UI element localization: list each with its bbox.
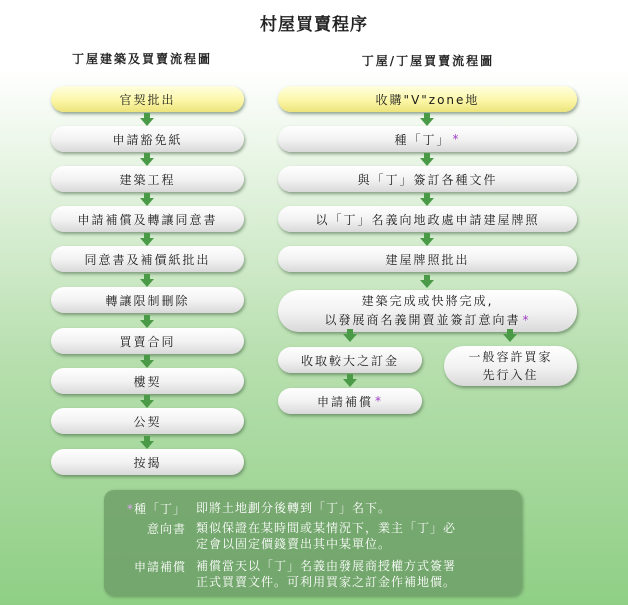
arrow-down-icon (420, 198, 434, 206)
arrow-down-icon (140, 118, 154, 126)
arrow-down-icon (140, 441, 154, 449)
page-title: 村屋買賣程序 (260, 15, 368, 35)
note-term: 意向書 (146, 522, 186, 536)
left-step-6: 轉讓限制刪除 (51, 287, 244, 313)
right-step-3: 與「丁」簽訂各種文件 (278, 166, 577, 192)
arrow-down-icon (420, 158, 434, 166)
right-step-1: 收購"V"zone地 (278, 86, 577, 112)
left-step-3: 建築工程 (51, 166, 244, 192)
note-definition (196, 500, 514, 516)
arrow-down-icon (140, 400, 154, 408)
footnote-star: * (522, 313, 531, 327)
note-definition (196, 558, 514, 590)
branch-left-step-2 (278, 388, 422, 414)
left-step-4: 申請補償及轉讓同意書 (51, 206, 244, 232)
right-step-completion (278, 290, 577, 332)
branch-left-step-1: 收取較大之訂金 (278, 347, 422, 373)
note-line: 正式買賣文件。可利用買家之訂金作補地價。 (196, 575, 457, 589)
right-step-2 (278, 126, 577, 152)
arrow-down-icon (420, 118, 434, 126)
footnote-star: * (375, 394, 383, 408)
right-column-heading: 丁屋/丁屋買賣流程圖 (361, 54, 495, 68)
branch-left-step-2-label: 申請補償 (316, 394, 373, 409)
arrow-down-icon (420, 280, 434, 288)
right-step-2-label: 種「丁」 (394, 132, 451, 147)
arrow-down-icon (140, 158, 154, 166)
completion-line-2 (324, 311, 530, 330)
arrow-down-icon (140, 320, 154, 328)
arrow-down-icon (140, 360, 154, 368)
notes-panel (104, 490, 522, 596)
footnote-star: * (126, 502, 134, 516)
left-step-10: 按揭 (51, 449, 244, 475)
arrow-down-icon (420, 238, 434, 246)
arrow-down-icon (140, 198, 154, 206)
left-step-8: 樓契 (51, 368, 244, 394)
completion-line-1: 建築完成或快將完成, (361, 294, 494, 308)
note-line: 補償當天以「丁」名義由發展商授權方式簽署 (196, 559, 457, 573)
arrow-down-icon (140, 238, 154, 246)
completion-line-2-text: 以發展商名義開賣並簽訂意向書 (324, 313, 521, 327)
left-column-heading: 丁屋建築及買賣流程圖 (71, 52, 212, 66)
note-line: 類似保證在某時間或某情況下，業主「丁」必 (196, 521, 457, 535)
note-term (104, 500, 186, 517)
branch-right-step (444, 346, 577, 386)
left-step-9: 公契 (51, 408, 244, 434)
left-step-2: 申請豁免紙 (51, 126, 244, 152)
arrow-down-icon (343, 379, 357, 387)
left-step-7: 買賣合同 (51, 328, 244, 354)
note-line: 即將土地劃分後轉到「丁」名下。 (196, 501, 392, 515)
footnote-star: * (452, 132, 461, 146)
branch-right-line-2: 先行入住 (482, 368, 539, 382)
arrow-down-icon (503, 334, 517, 342)
arrow-down-icon (343, 334, 357, 342)
note-term: 申請補償 (133, 560, 186, 574)
note-definition (196, 520, 514, 552)
left-step-5: 同意書及補價紙批出 (51, 246, 244, 272)
right-step-5: 建屋牌照批出 (278, 246, 577, 272)
note-line: 定會以固定價錢賣出其中某單位。 (196, 537, 392, 551)
branch-right-line-1: 一般容許買家 (468, 350, 553, 364)
note-term-text: 種「丁」 (133, 502, 186, 516)
left-step-1: 官契批出 (51, 86, 244, 112)
right-step-4: 以「丁」名義向地政處申請建屋牌照 (278, 206, 577, 232)
arrow-down-icon (140, 279, 154, 287)
